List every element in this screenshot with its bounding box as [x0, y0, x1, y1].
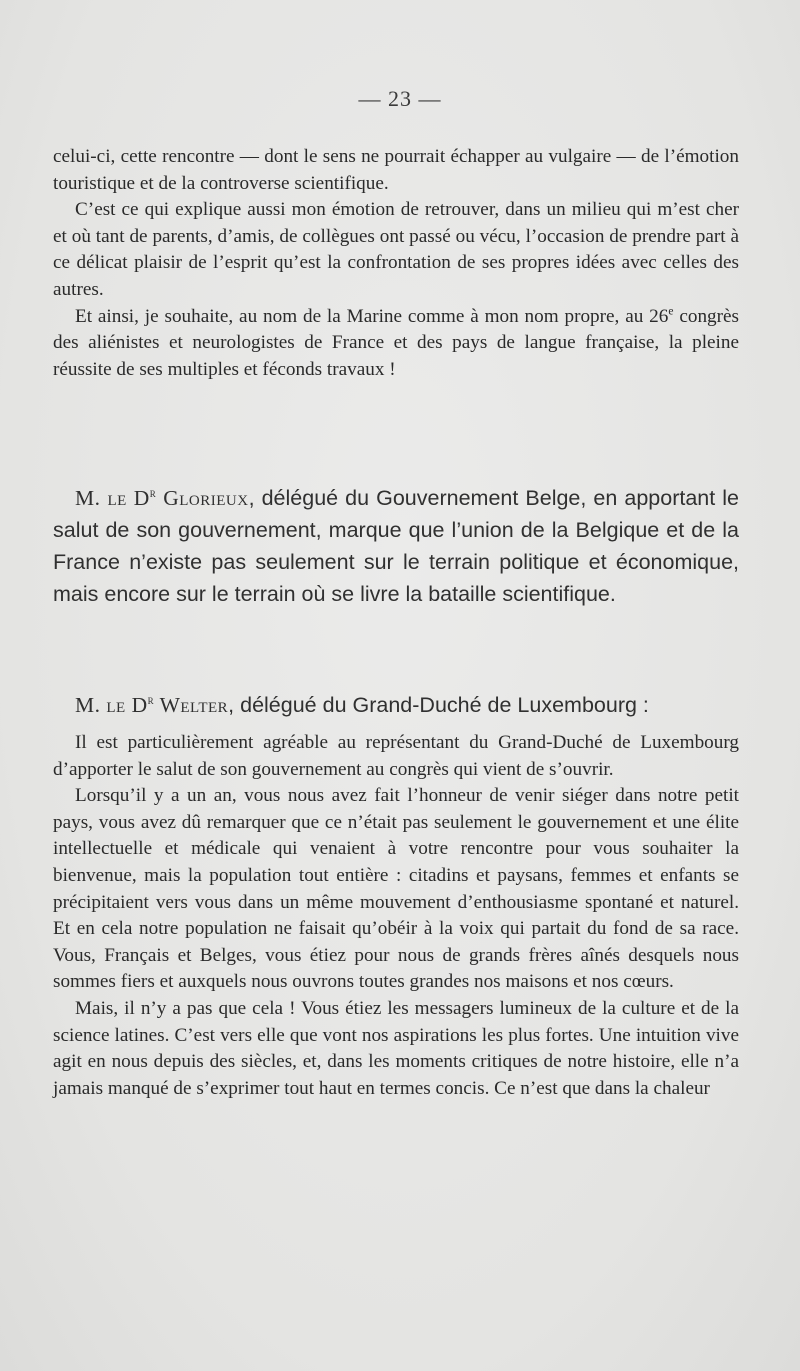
glorieux-statement — [53, 482, 739, 610]
page-number: — 23 — — [358, 86, 442, 111]
speaker-name: Welter — [154, 693, 229, 717]
statement-text: , délégué du Gouvernement Belge, en apportant le salut de son gouvernement, marque que l’union de la Belgique et de la France n’existe pas seulement sur le terrain politique et économique, mais encore sur le terrain où se livre la bataille scientifique. — [53, 486, 740, 606]
heading-text: , délégué du Grand-Duché de Luxembourg : — [228, 693, 649, 717]
paragraph: C’est ce qui explique aussi mon émotion de retrouver, dans un milieu qui m’est cher et où tant de parents, d’amis, de collègues ont passé ou vécu, l’occasion de prendre part à ce délicat plaisir de l’esprit qu’est la confrontation de ses propres idées avec celles des autres. — [53, 199, 739, 300]
paragraph-text: Et ainsi, je souhaite, au nom de la Marine comme à mon nom propre, au 26 — [75, 305, 669, 327]
paragraph — [53, 689, 739, 721]
paragraph-text: congrès des aliénistes et neurologistes de France et des pays de langue française, la pleine réussite de ses multiples et féconds travaux ! — [53, 305, 740, 380]
speaker-title-superscript: r — [149, 485, 157, 500]
welter-heading — [53, 689, 739, 721]
paragraph: Lorsqu’il y a un an, vous nous avez fait l’honneur de venir siéger dans notre petit pays, vous avez dû remarquer que ce n’était pas seulement le gouvernement et une élite intellectuelle et médicale qui venaient à votre rencontre pour vous souhaiter la bienvenue, mais la population tout entière : citadins et paysans, femmes et enfants se précipitaient vers vous dans un même mouvement d’enthousiasme spontané et naturel. Et en cela notre population ne faisait qu’obéir à la voix qui partait du fond de sa race. Vous, Français et Belges, vous étiez pour nous de grands frères aînés desquels nous sommes fiers et auxquels nous ouvrons toutes grandes nos maisons et nos cœurs. — [53, 785, 739, 993]
paragraph — [53, 304, 739, 384]
speaker-title-superscript: r — [147, 692, 155, 707]
paragraph — [53, 482, 739, 610]
speaker-prefix: M. le D — [75, 693, 148, 717]
section-1 — [53, 144, 739, 383]
section-3 — [53, 730, 739, 1102]
paragraph: Mais, il n’y a pas que cela ! Vous étiez les messagers lumineux de la culture et de la science latines. C’est vers elle que vont nos aspirations les plus fortes. Une intuition vive agit en nous depuis des siècles, et, dans les moments critiques de notre histoire, elle n’a jamais manqué de s’exprimer tout haut en termes concis. Ce n’est que dans la chaleur — [53, 997, 739, 1099]
paragraph: Il est particulièrement agréable au représentant du Grand-Duché de Luxembourg d’apporter le salut de son gouvernement au congrès qui vient de s’ouvrir. — [53, 732, 739, 780]
paragraph: celui-ci, cette rencontre — dont le sens ne pourrait échapper au vulgaire — de l’émotion touristique et de la controverse scientifique. — [53, 146, 739, 194]
ordinal-superscript: e — [668, 305, 674, 318]
speaker-name: Glorieux — [156, 486, 249, 510]
speaker-prefix: M. le D — [75, 486, 150, 510]
